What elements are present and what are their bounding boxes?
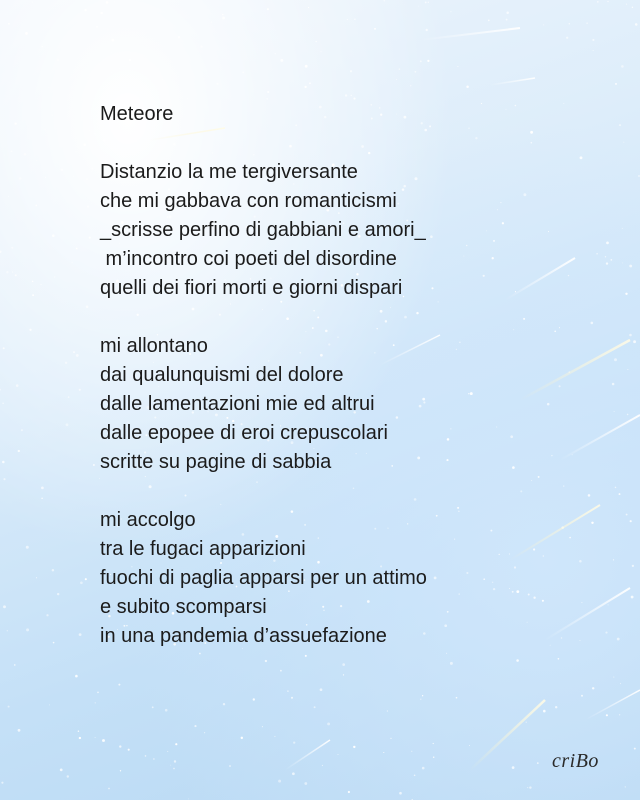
sparkle-dot <box>100 12 103 15</box>
sparkle-dot <box>428 2 429 3</box>
poem <box>100 100 620 651</box>
sparkle-dot <box>320 688 323 691</box>
sparkle-dot <box>111 39 114 42</box>
sparkle-dot <box>342 663 345 666</box>
sparkle-dot <box>566 37 568 39</box>
sparkle-dot <box>630 520 632 522</box>
sparkle-dot <box>29 329 31 331</box>
sparkle-dot <box>622 262 623 263</box>
sparkle-dot <box>241 737 243 739</box>
sparkle-dot <box>625 293 627 295</box>
sparkle-dot <box>75 675 78 678</box>
sparkle-dot <box>633 340 636 343</box>
sparkle-dot <box>76 354 79 357</box>
sparkle-dot <box>267 8 269 10</box>
meteor-streak <box>420 28 520 40</box>
sparkle-dot <box>433 743 434 744</box>
sparkle-dot <box>327 722 330 725</box>
sparkle-dot <box>85 578 87 580</box>
sparkle-dot <box>488 20 490 22</box>
sparkle-dot <box>396 79 397 80</box>
sparkle-dot <box>211 22 212 23</box>
sparkle-dot <box>422 695 423 696</box>
meteor-streak <box>470 700 545 770</box>
sparkle-dot <box>7 630 8 631</box>
sparkle-dot <box>86 178 88 180</box>
sparkle-dot <box>61 169 64 172</box>
poem-line: tra le fugaci apparizioni <box>100 538 306 560</box>
sparkle-dot <box>426 29 428 31</box>
sparkle-dot <box>320 51 321 52</box>
sparkle-dot <box>222 14 223 15</box>
sparkle-dot <box>399 68 401 70</box>
sparkle-dot <box>623 142 624 143</box>
sparkle-dot <box>581 695 583 697</box>
sparkle-dot <box>204 732 205 733</box>
sparkle-dot <box>280 670 282 672</box>
sparkle-dot <box>65 362 67 364</box>
sparkle-dot <box>87 205 89 207</box>
sparkle-dot <box>267 91 269 93</box>
sparkle-dot <box>57 593 59 595</box>
stanza-1 <box>100 158 620 303</box>
sparkle-dot <box>275 53 276 54</box>
sparkle-dot <box>35 204 37 206</box>
sparkle-dot <box>83 143 86 146</box>
sparkle-dot <box>229 765 231 767</box>
sparkle-dot <box>292 772 295 775</box>
sparkle-dot <box>79 389 81 391</box>
poem-line: scritte su pagine di sabbia <box>100 451 332 473</box>
sparkle-dot <box>558 658 560 660</box>
sparkle-dot <box>129 59 132 62</box>
sparkle-dot <box>72 262 73 263</box>
sparkle-dot <box>348 791 350 793</box>
sparkle-dot <box>338 754 339 755</box>
sparkle-dot <box>592 39 594 41</box>
sparkle-dot <box>223 703 225 705</box>
sparkle-dot <box>53 642 55 644</box>
sparkle-dot <box>167 751 168 752</box>
sparkle-dot <box>199 653 201 655</box>
sparkle-dot <box>95 737 96 738</box>
poem-title: Meteore <box>100 103 174 125</box>
sparkle-dot <box>597 1 599 3</box>
sparkle-dot <box>418 6 419 7</box>
poem-line: m’incontro coi poeti del disordine <box>100 248 397 270</box>
sparkle-dot <box>3 605 6 608</box>
sparkle-dot <box>315 41 316 42</box>
sparkle-dot <box>11 150 13 152</box>
sparkle-dot <box>411 751 412 752</box>
sparkle-dot <box>14 664 15 665</box>
meteor-streak <box>490 78 535 85</box>
sparkle-dot <box>95 702 96 703</box>
sparkle-dot <box>629 334 632 337</box>
sparkle-dot <box>506 11 509 14</box>
sparkle-dot <box>347 19 348 20</box>
sparkle-dot <box>322 765 323 766</box>
sparkle-dot <box>45 129 46 130</box>
sparkle-dot <box>165 709 168 712</box>
sparkle-dot <box>79 633 82 636</box>
sparkle-dot <box>634 748 636 750</box>
sparkle-dot <box>188 798 189 799</box>
sparkle-dot <box>67 775 69 777</box>
sparkle-dot <box>32 281 34 283</box>
sparkle-dot <box>619 714 620 715</box>
sparkle-dot <box>433 757 434 758</box>
sparkle-dot <box>446 653 447 654</box>
sparkle-dot <box>93 464 95 466</box>
sparkle-dot <box>8 196 9 197</box>
poem-line: _scrisse perfino di gabbiani e amori_ <box>100 219 426 241</box>
sparkle-dot <box>278 780 281 783</box>
poem-line: dai qualunquismi del dolore <box>100 364 344 386</box>
sparkle-dot <box>631 596 634 599</box>
sparkle-dot <box>52 115 53 116</box>
sparkle-dot <box>543 24 544 25</box>
sparkle-dot <box>629 265 632 268</box>
stanza-2 <box>100 332 620 477</box>
sparkle-dot <box>635 23 638 26</box>
sparkle-dot <box>287 690 289 692</box>
sparkle-dot <box>384 0 385 1</box>
sparkle-dot <box>68 396 70 398</box>
sparkle-dot <box>2 403 3 404</box>
sparkle-dot <box>621 65 624 68</box>
sparkle-dot <box>41 487 44 490</box>
sparkle-dot <box>170 765 171 766</box>
sparkle-dot <box>526 722 527 723</box>
sparkle-dot <box>305 655 307 657</box>
sparkle-dot <box>2 461 5 464</box>
sparkle-dot <box>102 739 105 742</box>
sparkle-dot <box>120 770 121 771</box>
sparkle-dot <box>18 450 20 452</box>
author-signature: criBo <box>552 750 599 772</box>
sparkle-dot <box>36 577 37 578</box>
sparkle-dot <box>3 478 5 480</box>
sparkle-dot <box>625 786 626 787</box>
sparkle-dot <box>593 50 594 51</box>
sparkle-dot <box>162 79 163 80</box>
sparkle-dot <box>3 347 5 349</box>
sparkle-dot <box>613 677 614 678</box>
sparkle-dot <box>78 730 79 731</box>
poem-line: in una pandemia d’assuefazione <box>100 625 387 647</box>
sparkle-dot <box>466 86 469 89</box>
sparkle-dot <box>216 83 218 85</box>
sparkle-dot <box>36 160 37 161</box>
sparkle-dot <box>537 762 539 764</box>
sparkle-dot <box>543 710 546 713</box>
sparkle-dot <box>84 9 86 11</box>
sparkle-dot <box>66 423 69 426</box>
sparkle-dot <box>12 271 13 272</box>
sparkle-dot <box>425 1 427 3</box>
sparkle-dot <box>457 66 458 67</box>
sparkle-dot <box>293 741 295 743</box>
sparkle-dot <box>173 768 175 770</box>
sparkle-dot <box>627 369 628 370</box>
sparkle-dot <box>304 782 307 785</box>
sparkle-dot <box>592 687 594 689</box>
sparkle-dot <box>0 389 1 391</box>
sparkle-dot <box>620 683 621 684</box>
sparkle-dot <box>309 82 311 84</box>
sparkle-dot <box>345 94 347 96</box>
sparkle-dot <box>86 305 89 308</box>
sparkle-dot <box>6 271 8 273</box>
poem-line: che mi gabbava con romanticismi <box>100 190 397 212</box>
sparkle-dot <box>304 86 306 88</box>
sparkle-dot <box>420 699 421 700</box>
sparkle-dot <box>97 692 99 694</box>
sparkle-dot <box>0 251 2 253</box>
poem-line: Distanzio la me tergiversante <box>100 161 358 183</box>
sparkle-dot <box>262 726 263 727</box>
sparkle-dot <box>586 22 588 24</box>
sparkle-dot <box>60 769 63 772</box>
sparkle-dot <box>242 71 244 73</box>
sparkle-dot <box>456 697 458 699</box>
sparkle-dot <box>626 4 627 5</box>
sparkle-dot <box>450 662 453 665</box>
sparkle-dot <box>387 710 388 711</box>
sparkle-dot <box>414 71 416 73</box>
sparkle-dot <box>174 760 176 762</box>
sparkle-dot <box>175 743 177 745</box>
sparkle-dot <box>422 767 425 770</box>
sparkle-dot <box>308 7 309 8</box>
poem-line: mi accolgo <box>100 509 196 531</box>
sparkle-dot <box>427 60 429 62</box>
sparkle-dot <box>76 248 78 250</box>
sparkle-dot <box>32 2 33 3</box>
sparkle-dot <box>607 1 609 3</box>
sparkle-dot <box>527 787 528 788</box>
sparkle-dot <box>119 745 121 747</box>
sparkle-dot <box>21 429 23 431</box>
sparkle-dot <box>52 234 55 237</box>
sparkle-dot <box>91 168 93 170</box>
sparkle-dot <box>606 714 608 716</box>
sparkle-dot <box>305 65 308 68</box>
sparkle-dot <box>343 674 344 675</box>
sparkle-dot <box>627 414 629 416</box>
sparkle-dot <box>390 738 391 739</box>
sparkle-dot <box>253 698 255 700</box>
sparkle-dot <box>114 2 115 3</box>
sparkle-dot <box>1 782 3 784</box>
sparkle-dot <box>351 95 352 96</box>
meteor-streak <box>585 690 640 720</box>
sparkle-dot <box>94 133 95 134</box>
sparkle-dot <box>106 1 109 4</box>
sparkle-dot <box>46 614 48 616</box>
meteor-streak <box>285 740 330 770</box>
sparkle-dot <box>291 697 293 699</box>
sparkle-dot <box>4 155 5 156</box>
sparkle-dot <box>45 177 46 178</box>
sparkle-dot <box>280 59 283 62</box>
sparkle-dot <box>32 294 34 296</box>
sparkle-dot <box>622 228 623 229</box>
sparkle-dot <box>632 7 633 8</box>
sparkle-dot <box>89 130 90 131</box>
sparkle-dot <box>222 17 225 20</box>
poem-line: dalle lamentazioni mie ed altrui <box>100 393 375 415</box>
stanza-3 <box>100 506 620 651</box>
poem-line: fuochi di paglia apparsi per un attimo <box>100 567 427 589</box>
poem-line: quelli dei fiori morti e giorni dispari <box>100 277 403 299</box>
sparkle-dot <box>569 23 570 24</box>
sparkle-dot <box>24 153 27 156</box>
poem-line: dalle epopee di eroi crepuscolari <box>100 422 388 444</box>
sparkle-dot <box>57 58 60 61</box>
sparkle-dot <box>18 729 21 732</box>
sparkle-dot <box>354 19 356 21</box>
sparkle-dot <box>26 546 29 549</box>
sparkle-dot <box>54 276 55 277</box>
sparkle-dot <box>73 351 75 353</box>
sparkle-dot <box>615 83 617 85</box>
sparkle-dot <box>152 706 154 708</box>
sparkle-dot <box>118 684 120 686</box>
sparkle-dot <box>108 788 110 790</box>
poem-line: e subito scomparsi <box>100 596 267 618</box>
sparkle-dot <box>414 775 416 777</box>
sparkle-dot <box>506 19 508 21</box>
sparkle-dot <box>353 746 355 748</box>
sparkle-dot <box>200 45 202 47</box>
sparkle-dot <box>374 28 376 30</box>
sparkle-dot <box>8 23 10 25</box>
sparkle-dot <box>555 706 557 708</box>
sparkle-dot <box>153 758 154 759</box>
sparkle-dot <box>516 659 519 662</box>
sparkle-dot <box>52 569 54 571</box>
sparkle-dot <box>26 628 29 631</box>
sparkle-dot <box>75 151 76 152</box>
sparkle-dot <box>89 236 91 238</box>
sparkle-dot <box>40 284 41 285</box>
sparkle-dot <box>410 85 411 86</box>
sparkle-dot <box>529 786 531 788</box>
sparkle-dot <box>41 498 42 499</box>
sparkle-dot <box>399 792 402 795</box>
sparkle-dot <box>632 565 634 567</box>
sparkle-dot <box>15 274 17 276</box>
poem-line: mi allontano <box>100 335 208 357</box>
sparkle-dot <box>314 706 316 708</box>
sparkle-dot <box>265 660 267 662</box>
sparkle-dot <box>25 32 28 35</box>
sparkle-dot <box>274 736 275 737</box>
sparkle-dot <box>80 581 83 584</box>
sparkle-dot <box>48 87 49 88</box>
sparkle-dot <box>383 752 384 753</box>
sparkle-dot <box>108 29 109 30</box>
sparkle-dot <box>11 247 13 249</box>
sparkle-dot <box>41 46 43 48</box>
sparkle-dot <box>469 745 470 746</box>
sparkle-dot <box>16 384 19 387</box>
sparkle-dot <box>450 11 451 12</box>
sparkle-dot <box>49 704 50 705</box>
sparkle-dot <box>79 737 81 739</box>
sparkle-dot <box>19 177 22 180</box>
sparkle-dot <box>128 749 130 751</box>
sparkle-dot <box>145 755 147 757</box>
sparkle-dot <box>350 70 352 72</box>
sparkle-dot <box>178 36 180 38</box>
sparkle-dot <box>8 706 10 708</box>
sparkle-dot <box>96 26 98 28</box>
sparkle-dot <box>73 176 74 177</box>
sparkle-dot <box>14 122 16 124</box>
sparkle-dot <box>420 60 422 62</box>
sparkle-dot <box>194 725 196 727</box>
sparkle-dot <box>626 514 628 516</box>
sparkle-dot <box>512 766 515 769</box>
